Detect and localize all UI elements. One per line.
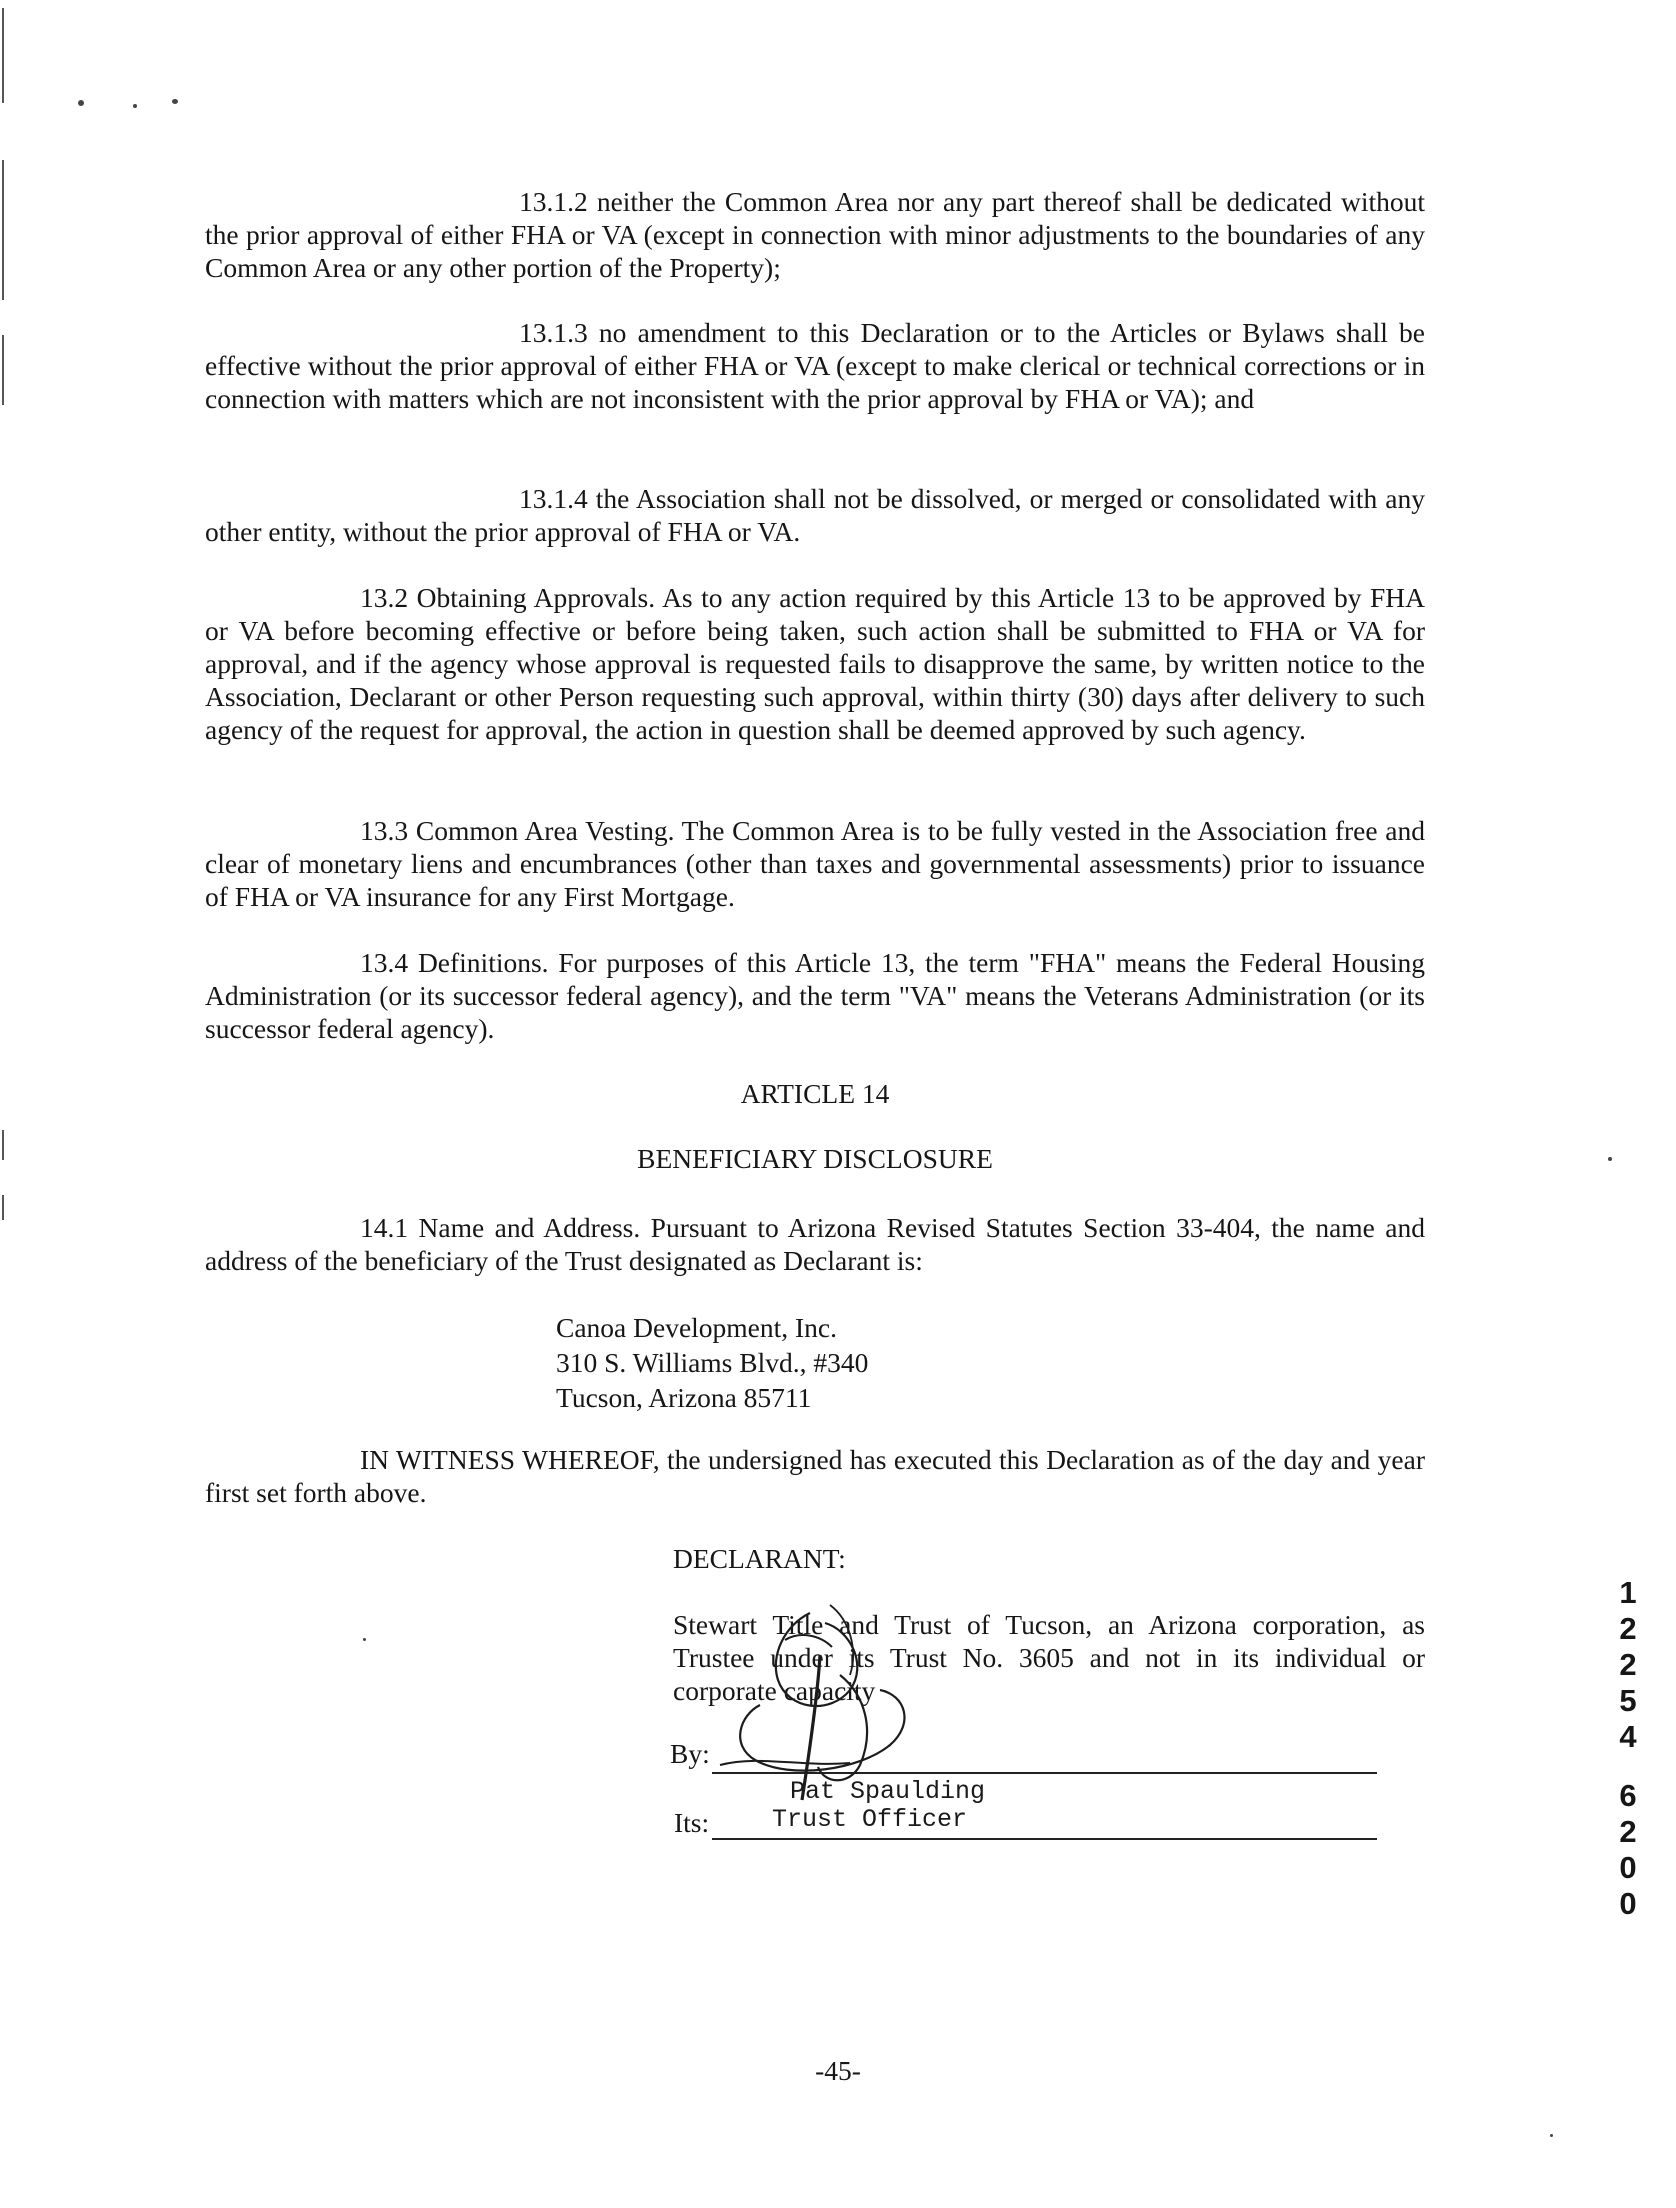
article-heading: ARTICLE 14	[740, 1078, 890, 1109]
scan-edge-mark	[2, 160, 4, 300]
signer-name: Pat Spaulding	[790, 1777, 986, 1806]
stamp-digit: 4	[1619, 1719, 1637, 1754]
stamp-digit: 2	[1619, 1814, 1637, 1849]
paragraph-text: 13.1.3 no amendment to this Declaration or to the Articles or Bylaws shall be effective without the prior approval of either FHA or VA (except to make clerical or technical corrections or in connection with matters which are not inconsistent with the prior approval by FHA or VA); and	[205, 317, 1425, 414]
paragraph-13-3	[205, 814, 1425, 913]
paragraph-13-4	[205, 946, 1425, 1045]
address-line-3: Tucson, Arizona 85711	[556, 1382, 812, 1413]
recording-stamp-top	[1608, 1575, 1648, 1755]
stamp-digit: 2	[1619, 1647, 1637, 1682]
scan-speck	[363, 1638, 366, 1641]
signer-title: Trust Officer	[772, 1805, 968, 1834]
page-number: -45-	[815, 2055, 861, 2086]
paragraph-text: 13.3 Common Area Vesting. The Common Area is to be fully vested in the Association free and clear of monetary liens and encumbrances (other than taxes and governmental assessments) prior to issuance of FHA or VA insurance for any First Mortgage.	[205, 815, 1425, 912]
scan-speck	[78, 100, 84, 106]
stamp-digit: 6	[1619, 1778, 1637, 1813]
its-label: Its:	[674, 1807, 710, 1838]
its-title-line	[712, 1838, 1377, 1840]
stamp-digit: 0	[1619, 1886, 1637, 1921]
by-signature-line	[712, 1772, 1377, 1774]
scan-speck	[1550, 2134, 1553, 2137]
by-label: By:	[670, 1738, 710, 1769]
stamp-digit: 0	[1619, 1850, 1637, 1885]
paragraph-text: 13.2 Obtaining Approvals. As to any action required by this Article 13 to be approved by FHA or VA before becoming effective or before being taken, such action shall be submitted to FHA or VA for approval, and if the agency whose approval is requested fails to disapprove the same, by written notice to the Association, Declarant or other Person requesting such approval, within thirty (30) days after delivery to such agency of the request for approval, the action in question shall be deemed approved by such agency.	[205, 582, 1425, 745]
paragraph-text: 14.1 Name and Address. Pursuant to Arizona Revised Statutes Section 33-404, the name and address of the beneficiary of the Trust designated as Declarant is:	[205, 1212, 1425, 1276]
paragraph-13-1-2	[205, 185, 1425, 284]
paragraph-13-1-3	[205, 316, 1425, 415]
declarant-label: DECLARANT:	[673, 1543, 846, 1574]
scan-speck	[133, 104, 137, 108]
paragraph-14-1	[205, 1211, 1425, 1277]
scan-edge-mark	[2, 1130, 4, 1160]
stamp-digit: 2	[1619, 1611, 1637, 1646]
address-line-1: Canoa Development, Inc.	[556, 1312, 838, 1343]
scan-edge-mark	[2, 1195, 4, 1220]
paragraph-13-2	[205, 581, 1425, 746]
recording-stamp-bottom	[1608, 1778, 1648, 1922]
scan-speck	[1608, 1157, 1612, 1161]
paragraph-text: 13.4 Definitions. For purposes of this Article 13, the term "FHA" means the Federal Housing Administration (or its successor federal agency), and the term "VA" means the Veterans Administration (or its successor federal agency).	[205, 947, 1425, 1044]
declarant-entity: Stewart Title and Trust of Tucson, an Arizona corporation, as Trustee under its Trust No. 3605 and not in its individual or corporate capacity	[673, 1609, 1425, 1706]
article-title: BENEFICIARY DISCLOSURE	[637, 1143, 993, 1174]
paragraph-13-1-4	[205, 482, 1425, 548]
paragraph-text: IN WITNESS WHEREOF, the undersigned has executed this Declaration as of the day and year first set forth above.	[205, 1444, 1425, 1508]
stamp-digit: 5	[1619, 1683, 1637, 1718]
paragraph-text: 13.1.4 the Association shall not be dissolved, or merged or consolidated with any other entity, without the prior approval of FHA or VA.	[205, 483, 1425, 547]
scan-edge-mark	[2, 335, 4, 405]
stamp-digit: 1	[1619, 1575, 1637, 1610]
scan-edge-mark	[2, 8, 4, 103]
paragraph-text: 13.1.2 neither the Common Area nor any part thereof shall be dedicated without the prior approval of either FHA or VA (except in connection with minor adjustments to the boundaries of any Common Area or any other portion of the Property);	[205, 186, 1425, 283]
beneficiary-address	[556, 1310, 868, 1415]
address-line-2: 310 S. Williams Blvd., #340	[556, 1347, 869, 1378]
witness-clause	[205, 1443, 1425, 1509]
scan-speck	[172, 99, 178, 104]
